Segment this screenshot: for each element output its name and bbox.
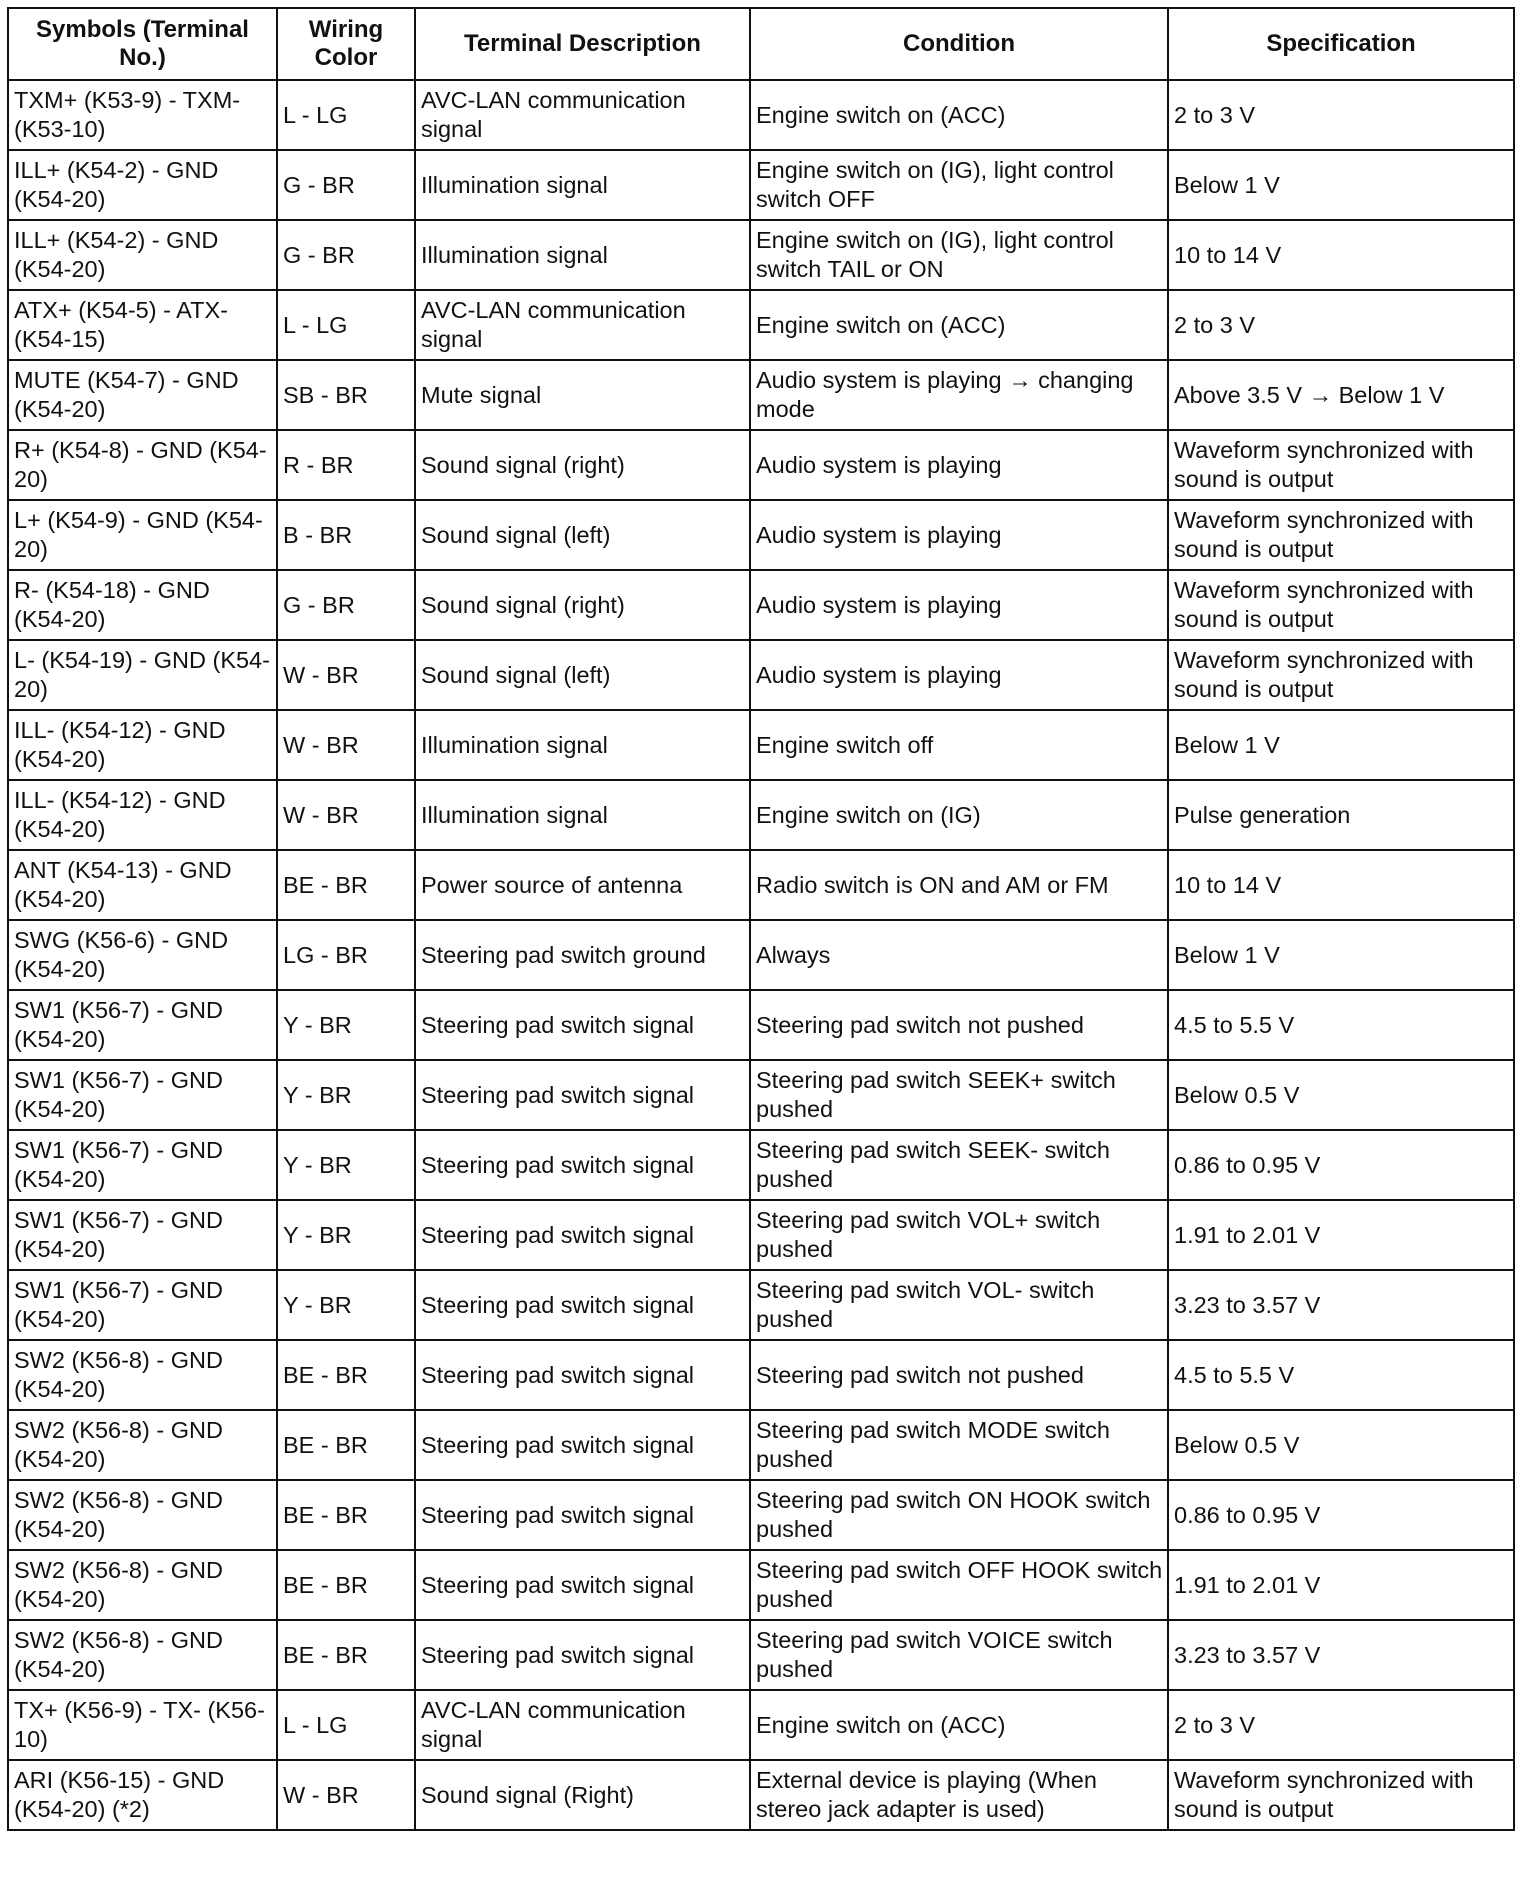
cell-specification: 2 to 3 V bbox=[1168, 290, 1514, 360]
cell-symbols: SW2 (K56-8) - GND (K54-20) bbox=[8, 1480, 277, 1550]
cell-wiring-color: BE - BR bbox=[277, 1550, 415, 1620]
cell-specification: 0.86 to 0.95 V bbox=[1168, 1130, 1514, 1200]
cell-condition: Steering pad switch MODE switch pushed bbox=[750, 1410, 1168, 1480]
cell-symbols: TX+ (K56-9) - TX- (K56-10) bbox=[8, 1690, 277, 1760]
cell-wiring-color: W - BR bbox=[277, 780, 415, 850]
table-row bbox=[8, 500, 1514, 570]
cell-wiring-color: BE - BR bbox=[277, 1480, 415, 1550]
header-wiring-color: Wiring Color bbox=[277, 8, 415, 80]
cell-symbols: SW1 (K56-7) - GND (K54-20) bbox=[8, 1200, 277, 1270]
cell-terminal-description: Sound signal (right) bbox=[415, 570, 750, 640]
cell-wiring-color: BE - BR bbox=[277, 1340, 415, 1410]
table-row bbox=[8, 290, 1514, 360]
cell-condition: Steering pad switch VOL- switch pushed bbox=[750, 1270, 1168, 1340]
cell-wiring-color: Y - BR bbox=[277, 1060, 415, 1130]
table-row bbox=[8, 1270, 1514, 1340]
cell-symbols: SW1 (K56-7) - GND (K54-20) bbox=[8, 1270, 277, 1340]
cell-condition: Audio system is playing → changing mode bbox=[750, 360, 1168, 430]
cell-symbols: ILL- (K54-12) - GND (K54-20) bbox=[8, 710, 277, 780]
cell-wiring-color: Y - BR bbox=[277, 1270, 415, 1340]
cell-terminal-description: Illumination signal bbox=[415, 220, 750, 290]
table-row bbox=[8, 850, 1514, 920]
cell-wiring-color: W - BR bbox=[277, 1760, 415, 1830]
table-row bbox=[8, 220, 1514, 290]
cell-symbols: R- (K54-18) - GND (K54-20) bbox=[8, 570, 277, 640]
cell-terminal-description: Power source of antenna bbox=[415, 850, 750, 920]
table-row bbox=[8, 1410, 1514, 1480]
header-row bbox=[8, 8, 1514, 80]
cell-wiring-color: BE - BR bbox=[277, 1620, 415, 1690]
cell-symbols: ANT (K54-13) - GND (K54-20) bbox=[8, 850, 277, 920]
cell-terminal-description: AVC-LAN communication signal bbox=[415, 1690, 750, 1760]
table-row bbox=[8, 710, 1514, 780]
cell-specification: 1.91 to 2.01 V bbox=[1168, 1550, 1514, 1620]
cell-terminal-description: Steering pad switch signal bbox=[415, 1550, 750, 1620]
table-body bbox=[8, 80, 1514, 1830]
cell-condition: Steering pad switch not pushed bbox=[750, 990, 1168, 1060]
cell-symbols: SW2 (K56-8) - GND (K54-20) bbox=[8, 1620, 277, 1690]
cell-wiring-color: Y - BR bbox=[277, 1130, 415, 1200]
table-row bbox=[8, 780, 1514, 850]
table-row bbox=[8, 1550, 1514, 1620]
table-row bbox=[8, 1340, 1514, 1410]
cell-condition: Audio system is playing bbox=[750, 640, 1168, 710]
cell-condition: External device is playing (When stereo jack adapter is used) bbox=[750, 1760, 1168, 1830]
cell-condition: Engine switch on (ACC) bbox=[750, 290, 1168, 360]
cell-terminal-description: Mute signal bbox=[415, 360, 750, 430]
cell-terminal-description: Steering pad switch signal bbox=[415, 1480, 750, 1550]
cell-condition: Engine switch on (IG), light control switch OFF bbox=[750, 150, 1168, 220]
cell-condition: Steering pad switch not pushed bbox=[750, 1340, 1168, 1410]
cell-wiring-color: L - LG bbox=[277, 1690, 415, 1760]
cell-terminal-description: Steering pad switch signal bbox=[415, 1060, 750, 1130]
cell-symbols: R+ (K54-8) - GND (K54-20) bbox=[8, 430, 277, 500]
cell-symbols: ARI (K56-15) - GND (K54-20) (*2) bbox=[8, 1760, 277, 1830]
cell-terminal-description: Steering pad switch signal bbox=[415, 1340, 750, 1410]
terminal-spec-table-container bbox=[7, 7, 1513, 1831]
cell-symbols: TXM+ (K53-9) - TXM- (K53-10) bbox=[8, 80, 277, 150]
cell-specification: Waveform synchronized with sound is output bbox=[1168, 640, 1514, 710]
table-row bbox=[8, 80, 1514, 150]
cell-condition: Engine switch on (ACC) bbox=[750, 1690, 1168, 1760]
cell-specification: 4.5 to 5.5 V bbox=[1168, 990, 1514, 1060]
cell-symbols: ILL+ (K54-2) - GND (K54-20) bbox=[8, 220, 277, 290]
cell-wiring-color: BE - BR bbox=[277, 850, 415, 920]
terminal-spec-table bbox=[7, 7, 1515, 1831]
table-row bbox=[8, 920, 1514, 990]
cell-symbols: SW2 (K56-8) - GND (K54-20) bbox=[8, 1340, 277, 1410]
cell-symbols: L+ (K54-9) - GND (K54-20) bbox=[8, 500, 277, 570]
cell-wiring-color: Y - BR bbox=[277, 990, 415, 1060]
table-header bbox=[8, 8, 1514, 80]
cell-terminal-description: Sound signal (left) bbox=[415, 500, 750, 570]
cell-specification: 2 to 3 V bbox=[1168, 80, 1514, 150]
cell-wiring-color: W - BR bbox=[277, 640, 415, 710]
cell-wiring-color: W - BR bbox=[277, 710, 415, 780]
cell-condition: Steering pad switch VOL+ switch pushed bbox=[750, 1200, 1168, 1270]
cell-specification: Below 1 V bbox=[1168, 710, 1514, 780]
table-row bbox=[8, 150, 1514, 220]
cell-specification: 3.23 to 3.57 V bbox=[1168, 1270, 1514, 1340]
cell-wiring-color: LG - BR bbox=[277, 920, 415, 990]
table-row bbox=[8, 1760, 1514, 1830]
cell-wiring-color: SB - BR bbox=[277, 360, 415, 430]
cell-condition: Audio system is playing bbox=[750, 500, 1168, 570]
cell-symbols: SW1 (K56-7) - GND (K54-20) bbox=[8, 1060, 277, 1130]
cell-specification: Below 1 V bbox=[1168, 150, 1514, 220]
cell-terminal-description: Steering pad switch signal bbox=[415, 1130, 750, 1200]
cell-specification: Pulse generation bbox=[1168, 780, 1514, 850]
cell-specification: Waveform synchronized with sound is output bbox=[1168, 570, 1514, 640]
cell-symbols: SW2 (K56-8) - GND (K54-20) bbox=[8, 1410, 277, 1480]
cell-condition: Radio switch is ON and AM or FM bbox=[750, 850, 1168, 920]
cell-terminal-description: Sound signal (left) bbox=[415, 640, 750, 710]
header-symbols: Symbols (Terminal No.) bbox=[8, 8, 277, 80]
cell-wiring-color: L - LG bbox=[277, 290, 415, 360]
header-specification: Specification bbox=[1168, 8, 1514, 80]
cell-specification: 0.86 to 0.95 V bbox=[1168, 1480, 1514, 1550]
cell-specification: Waveform synchronized with sound is output bbox=[1168, 430, 1514, 500]
table-row bbox=[8, 430, 1514, 500]
cell-symbols: MUTE (K54-7) - GND (K54-20) bbox=[8, 360, 277, 430]
cell-symbols: ILL+ (K54-2) - GND (K54-20) bbox=[8, 150, 277, 220]
cell-terminal-description: Illumination signal bbox=[415, 150, 750, 220]
cell-condition: Steering pad switch VOICE switch pushed bbox=[750, 1620, 1168, 1690]
cell-condition: Engine switch on (IG) bbox=[750, 780, 1168, 850]
cell-specification: 10 to 14 V bbox=[1168, 850, 1514, 920]
table-row bbox=[8, 1200, 1514, 1270]
table-row bbox=[8, 990, 1514, 1060]
header-condition: Condition bbox=[750, 8, 1168, 80]
cell-wiring-color: G - BR bbox=[277, 220, 415, 290]
cell-symbols: SW1 (K56-7) - GND (K54-20) bbox=[8, 1130, 277, 1200]
table-row bbox=[8, 1690, 1514, 1760]
cell-condition: Steering pad switch SEEK- switch pushed bbox=[750, 1130, 1168, 1200]
cell-condition: Steering pad switch ON HOOK switch pushed bbox=[750, 1480, 1168, 1550]
cell-symbols: L- (K54-19) - GND (K54-20) bbox=[8, 640, 277, 710]
cell-terminal-description: Steering pad switch signal bbox=[415, 1200, 750, 1270]
table-row bbox=[8, 360, 1514, 430]
cell-condition: Audio system is playing bbox=[750, 430, 1168, 500]
cell-symbols: ATX+ (K54-5) - ATX- (K54-15) bbox=[8, 290, 277, 360]
cell-specification: 3.23 to 3.57 V bbox=[1168, 1620, 1514, 1690]
cell-specification: Above 3.5 V → Below 1 V bbox=[1168, 360, 1514, 430]
cell-wiring-color: G - BR bbox=[277, 150, 415, 220]
cell-condition: Steering pad switch OFF HOOK switch pushed bbox=[750, 1550, 1168, 1620]
cell-symbols: SW2 (K56-8) - GND (K54-20) bbox=[8, 1550, 277, 1620]
cell-terminal-description: Sound signal (Right) bbox=[415, 1760, 750, 1830]
cell-symbols: SW1 (K56-7) - GND (K54-20) bbox=[8, 990, 277, 1060]
cell-terminal-description: Sound signal (right) bbox=[415, 430, 750, 500]
cell-condition: Always bbox=[750, 920, 1168, 990]
cell-terminal-description: Steering pad switch ground bbox=[415, 920, 750, 990]
cell-specification: Below 1 V bbox=[1168, 920, 1514, 990]
cell-terminal-description: AVC-LAN communication signal bbox=[415, 80, 750, 150]
table-row bbox=[8, 1620, 1514, 1690]
cell-wiring-color: G - BR bbox=[277, 570, 415, 640]
cell-specification: Waveform synchronized with sound is output bbox=[1168, 500, 1514, 570]
table-row bbox=[8, 1060, 1514, 1130]
cell-symbols: ILL- (K54-12) - GND (K54-20) bbox=[8, 780, 277, 850]
cell-terminal-description: Steering pad switch signal bbox=[415, 1410, 750, 1480]
cell-specification: 1.91 to 2.01 V bbox=[1168, 1200, 1514, 1270]
cell-specification: 10 to 14 V bbox=[1168, 220, 1514, 290]
cell-terminal-description: Steering pad switch signal bbox=[415, 1620, 750, 1690]
cell-specification: 4.5 to 5.5 V bbox=[1168, 1340, 1514, 1410]
cell-wiring-color: B - BR bbox=[277, 500, 415, 570]
table-row bbox=[8, 570, 1514, 640]
cell-condition: Engine switch on (ACC) bbox=[750, 80, 1168, 150]
table-row bbox=[8, 1130, 1514, 1200]
cell-wiring-color: L - LG bbox=[277, 80, 415, 150]
table-row bbox=[8, 640, 1514, 710]
cell-terminal-description: Steering pad switch signal bbox=[415, 990, 750, 1060]
cell-terminal-description: Steering pad switch signal bbox=[415, 1270, 750, 1340]
cell-wiring-color: R - BR bbox=[277, 430, 415, 500]
cell-wiring-color: Y - BR bbox=[277, 1200, 415, 1270]
cell-condition: Audio system is playing bbox=[750, 570, 1168, 640]
cell-symbols: SWG (K56-6) - GND (K54-20) bbox=[8, 920, 277, 990]
cell-condition: Steering pad switch SEEK+ switch pushed bbox=[750, 1060, 1168, 1130]
header-terminal-description: Terminal Description bbox=[415, 8, 750, 80]
cell-specification: 2 to 3 V bbox=[1168, 1690, 1514, 1760]
cell-specification: Below 0.5 V bbox=[1168, 1410, 1514, 1480]
cell-terminal-description: Illumination signal bbox=[415, 780, 750, 850]
cell-specification: Waveform synchronized with sound is output bbox=[1168, 1760, 1514, 1830]
cell-wiring-color: BE - BR bbox=[277, 1410, 415, 1480]
cell-specification: Below 0.5 V bbox=[1168, 1060, 1514, 1130]
cell-terminal-description: Illumination signal bbox=[415, 710, 750, 780]
table-row bbox=[8, 1480, 1514, 1550]
cell-condition: Engine switch on (IG), light control switch TAIL or ON bbox=[750, 220, 1168, 290]
cell-condition: Engine switch off bbox=[750, 710, 1168, 780]
cell-terminal-description: AVC-LAN communication signal bbox=[415, 290, 750, 360]
